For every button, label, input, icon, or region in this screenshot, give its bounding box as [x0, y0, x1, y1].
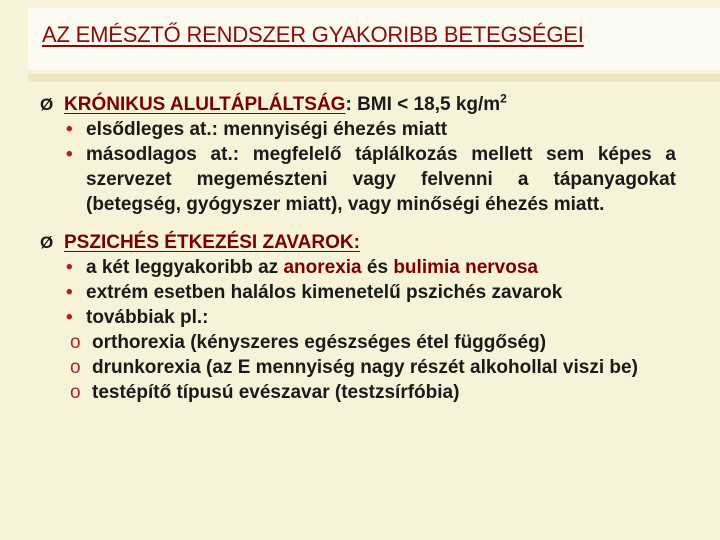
- section-title-malnutrition: KRÓNIKUS ALULTÁPLÁLTSÁG: [64, 94, 346, 115]
- text-fragment: a két leggyakoribb az: [86, 257, 284, 278]
- circle-bullet-icon: o: [70, 357, 81, 378]
- sub-item-orthorexia: orthorexia (kényszeres egészséges étel függőség): [92, 332, 547, 353]
- list-item: [66, 305, 676, 330]
- list-item: [66, 142, 676, 217]
- bullet-icon: •: [66, 307, 73, 328]
- bullet-primary-cause: elsődleges at.: mennyiségi éhezés miatt: [86, 119, 448, 140]
- list-item: [66, 280, 676, 305]
- circle-bullet-icon: o: [70, 382, 81, 403]
- bullet-further-examples: továbbiak pl.:: [86, 307, 209, 328]
- sub-list-item: [70, 330, 676, 355]
- bullet-icon: •: [66, 257, 73, 278]
- sub-list-item: [70, 380, 676, 405]
- section-malnutrition: [40, 92, 676, 117]
- slide-title: AZ EMÉSZTŐ RENDSZER GYAKORIBB BETEGSÉGEI: [42, 22, 584, 47]
- sub-list-item: [70, 355, 676, 380]
- title-divider: [28, 74, 720, 82]
- sub-item-drunkorexia: drunkorexia (az E mennyiség nagy részét alkohollal viszi be): [92, 357, 638, 378]
- term-bulimia: bulimia nervosa: [393, 257, 538, 278]
- list-item: [66, 255, 676, 280]
- bullet-extreme-cases: extrém esetben halálos kimenetelű pszichés zavarok: [86, 282, 563, 303]
- circle-bullet-icon: o: [70, 332, 81, 353]
- bmi-criterion: : BMI < 18,5 kg/m: [345, 94, 501, 115]
- bullet-icon: •: [66, 144, 73, 165]
- bullet-icon: •: [66, 282, 73, 303]
- text-fragment: és: [361, 257, 394, 278]
- bmi-unit-exponent: 2: [500, 91, 507, 106]
- sub-item-bodybuilding: testépítő típusú evészavar (testzsírfóbia): [92, 382, 460, 403]
- term-anorexia: anorexia: [283, 257, 362, 278]
- section-heading: [64, 92, 507, 117]
- section-title-eating-disorders: PSZICHÉS ÉTKEZÉSI ZAVAROK:: [64, 232, 360, 253]
- bullet-most-common: [86, 255, 676, 280]
- arrow-bullet-icon: Ø: [40, 233, 54, 252]
- arrow-bullet-icon: Ø: [40, 95, 54, 114]
- slide-content: [40, 92, 676, 405]
- section-eating-disorders: [40, 230, 676, 255]
- bullet-icon: •: [66, 119, 73, 140]
- list-item: [66, 117, 676, 142]
- bullet-secondary-cause: másodlagos at.: megfelelő táplálkozás mellett sem képes a szervezet megemészteni vagy felvenni a tápanyagokat (betegség, gyógyszer miatt), vagy minőségi éhezés miatt.: [86, 144, 676, 215]
